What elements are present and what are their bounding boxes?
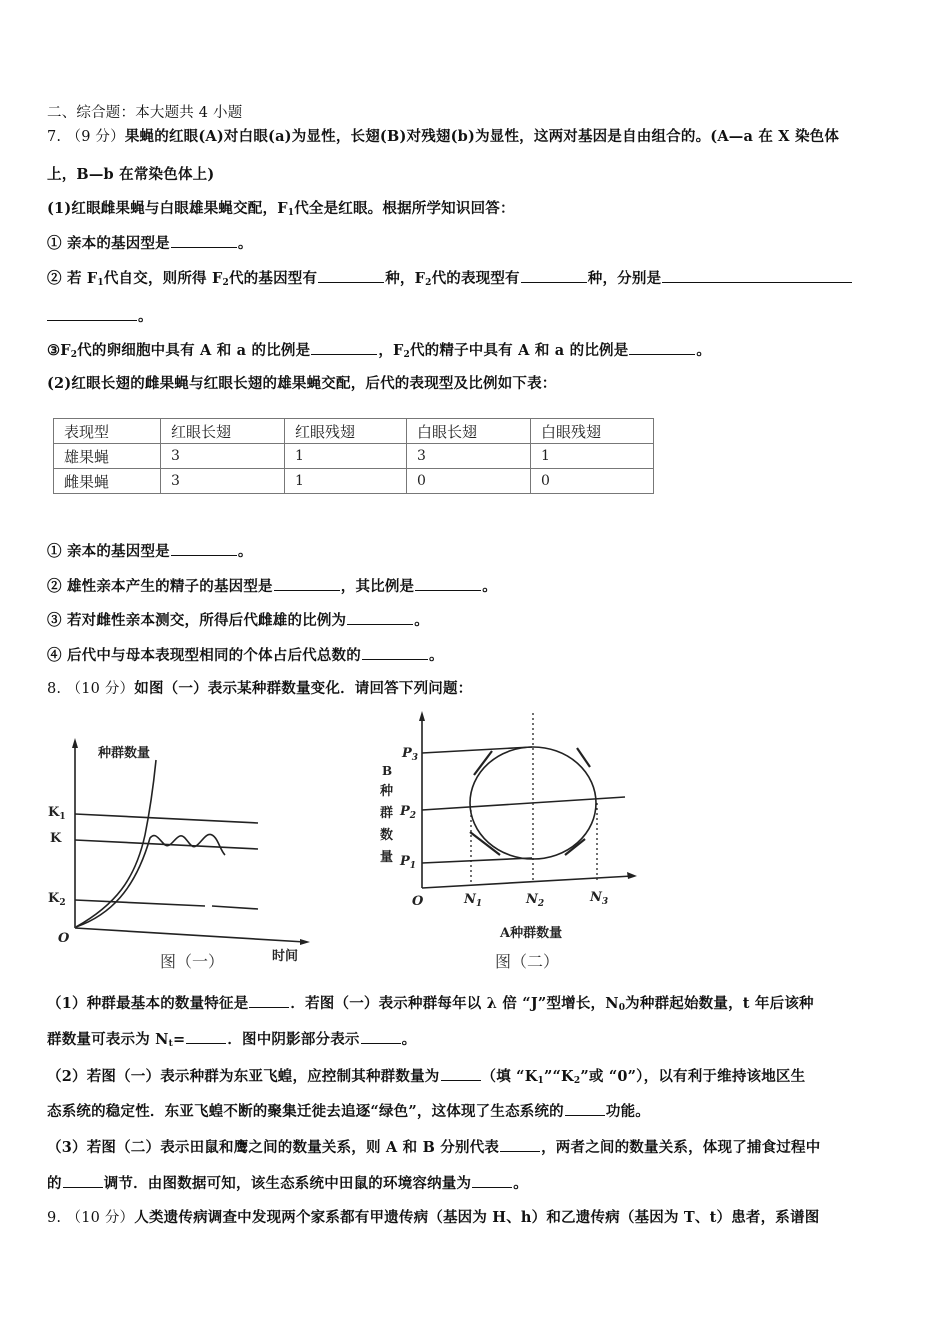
table-header-cell: 红眼长翅 <box>161 419 285 444</box>
q7-number: 7. <box>47 129 62 145</box>
q8-sub2-d: ”或 “0”），以有利于维持该地区生 <box>580 1068 806 1085</box>
q7-part1-q1-text: ① 亲本的基因型是 <box>47 235 170 252</box>
tick-n3: $N_3$ <box>590 890 609 907</box>
q7-part2-q2 <box>47 576 497 597</box>
section-title-text: 二、综合题：本大题共 4 小题 <box>47 105 243 121</box>
origin-label: O <box>58 931 70 946</box>
q8-stem-text: 如图（一）表示某种群数量变化．请回答下列问题： <box>134 680 473 697</box>
table-header-cell: 白眼长翅 <box>407 419 531 444</box>
q7-stem-text1: 果蝇的红眼(A)对白眼(a)为显性，长翅(B)对残翅(b)为显性，这两对基因是自由组合的。(A—a 在 X 染色体 <box>124 128 840 145</box>
q7-part1-q3-b: 代的卵细胞中具有 A 和 a 的比例是 <box>77 342 311 359</box>
punct: 。 <box>138 308 153 325</box>
table-cell: 雌果蝇 <box>54 469 161 494</box>
answer-blank[interactable] <box>171 233 237 248</box>
q8-sub2-line2 <box>47 1101 650 1122</box>
q8-sub2-a: （2）若图（一）表示种群为东亚飞蝗，应控制其种群数量为 <box>47 1068 440 1085</box>
subscript: 1 <box>287 208 295 218</box>
q8-sub1-c: 为种群起始数量，t 年后该种 <box>625 995 814 1012</box>
punct: 。 <box>401 1031 417 1048</box>
subscript: 2 <box>70 350 78 360</box>
subscript: 1 <box>97 278 104 288</box>
punct: 。 <box>513 1175 528 1192</box>
answer-blank[interactable] <box>565 1101 605 1116</box>
q7-part1-intro <box>47 199 515 223</box>
table-header-cell: 白眼残翅 <box>531 419 654 444</box>
q7-score: （9 分） <box>66 129 125 145</box>
tick-n2: $N_2$ <box>526 892 545 909</box>
tick-p3: $P_3$ <box>402 746 419 763</box>
q7-part2-intro <box>47 374 557 394</box>
answer-blank[interactable] <box>362 645 428 660</box>
subscript: 2 <box>403 350 410 360</box>
x-axis-label: A种群数量 <box>500 926 563 941</box>
q7-part1-intro-b: 代全是红眼。根据所学知识回答： <box>294 200 515 217</box>
figure-2-caption: 图（二） <box>495 952 560 971</box>
y-axis-label-char: 种 <box>380 784 394 799</box>
answer-blank[interactable] <box>361 1029 401 1044</box>
table-cell: 3 <box>407 444 531 469</box>
q7-part1-intro-a: (1)红眼雌果蝇与白眼雄果蝇交配，F <box>47 200 288 217</box>
figure-2-predator-prey-cycle <box>360 705 650 950</box>
table-cell: 0 <box>531 469 654 494</box>
punct: 。 <box>237 543 253 560</box>
q7-part1-q2-f: 种，分别是 <box>587 270 662 287</box>
subscript: 1 <box>537 1076 544 1086</box>
answer-blank[interactable] <box>47 306 137 321</box>
table-row <box>54 444 654 469</box>
q8-sub2-b: （填 “K <box>481 1068 538 1085</box>
answer-blank[interactable] <box>274 576 340 591</box>
level-label-k2: $K_2$ <box>48 891 66 908</box>
subscript: 2 <box>425 278 432 288</box>
q8-sub3-c: 的 <box>47 1175 62 1192</box>
q7-part1-q2-e: 代的表现型有 <box>431 270 520 287</box>
figure-1-caption: 图（一） <box>160 952 225 971</box>
q7-part1-q3-a: ③F <box>47 342 71 359</box>
tick-n1: $N_1$ <box>464 892 483 909</box>
q7-part1-q1 <box>47 233 253 254</box>
q7-part2-q3-text: ③ 若对雌性亲本测交，所得后代雌雄的比例为 <box>47 612 347 629</box>
q8-sub2-c: ”“K <box>543 1068 574 1085</box>
q8-sub1-b: ．若图（一）表示种群每年以 λ 倍 “J”型增长，N <box>290 995 619 1012</box>
q7-part1-q2 <box>47 268 853 293</box>
q9-score: （10 分） <box>66 1210 135 1226</box>
q7-part2-q2-mid: ，其比例是 <box>340 578 415 595</box>
q9-number: 9. <box>47 1210 62 1226</box>
answer-blank[interactable] <box>662 268 852 283</box>
answer-blank[interactable] <box>318 268 384 283</box>
answer-blank[interactable] <box>311 340 377 355</box>
q8-score: （10 分） <box>66 681 135 697</box>
table-header-cell: 红眼残翅 <box>285 419 407 444</box>
answer-blank[interactable] <box>629 340 695 355</box>
subscript: 2 <box>222 278 229 288</box>
q7-part2-q2-text: ② 雄性亲本产生的精子的基因型是 <box>47 578 273 595</box>
q8-sub2-end: 功能。 <box>605 1103 650 1120</box>
y-axis-label-b: B <box>382 764 393 778</box>
q7-part2-q4-text: ④ 后代中与母本表现型相同的个体占后代总数的 <box>47 647 361 664</box>
q8-sub3-line1 <box>47 1137 820 1158</box>
section-title <box>47 103 242 123</box>
punct: 。 <box>482 578 497 595</box>
phenotype-table <box>53 418 654 494</box>
table-cell: 3 <box>161 469 285 494</box>
q7-part1-q2-d: 种，F <box>385 270 426 287</box>
punct: 。 <box>237 235 253 252</box>
level-label-k1: $K_1$ <box>48 805 66 822</box>
q8-sub1-d: 群数量可表示为 N <box>47 1031 169 1048</box>
y-axis-label: 种群数量 <box>98 746 151 761</box>
q9-stem-text: 人类遗传病调查中发现两个家系都有甲遗传病（基因为 H、h）和乙遗传病（基因为 T、t）患者，系谱图 <box>134 1209 820 1226</box>
table-cell: 0 <box>407 469 531 494</box>
q7-part2-q1 <box>47 541 253 562</box>
x-axis-label: 时间 <box>272 949 299 964</box>
subscript: t <box>168 1039 173 1049</box>
q7-part1-q2-a: ② 若 F <box>47 270 98 287</box>
answer-blank[interactable] <box>472 1173 512 1188</box>
table-cell: 1 <box>285 469 407 494</box>
punct: 。 <box>696 342 712 359</box>
q8-sub2-line1 <box>47 1066 805 1091</box>
table-cell: 3 <box>161 444 285 469</box>
figure-1-population-curve <box>40 720 340 980</box>
q9-stem <box>47 1208 819 1228</box>
table-row <box>54 469 654 494</box>
y-axis-label-char: 群 <box>380 806 394 821</box>
q7-part1-q3-c: ，F <box>378 342 404 359</box>
q8-sub1-f: ．图中阴影部分表示 <box>227 1031 360 1048</box>
q8-sub2-e: 态系统的稳定性．东亚飞蝗不断的聚集迁徙去追逐“绿色”，这体现了生态系统的 <box>47 1103 564 1120</box>
q7-part2-intro-text: (2)红眼长翅的雌果蝇与红眼长翅的雄果蝇交配，后代的表现型及比例如下表： <box>47 375 557 392</box>
tick-p2: $P_2$ <box>400 804 417 821</box>
q8-sub1-a: （1）种群最基本的数量特征是 <box>47 995 249 1012</box>
q8-sub1-line1 <box>47 993 814 1018</box>
level-label-k: K <box>50 831 62 846</box>
y-axis-label-char: 数 <box>380 828 394 843</box>
answer-blank[interactable] <box>347 610 413 625</box>
table-cell: 雄果蝇 <box>54 444 161 469</box>
table-header-row <box>54 419 654 444</box>
answer-blank[interactable] <box>500 1137 540 1152</box>
answer-blank[interactable] <box>171 541 237 556</box>
q8-sub1-e: = <box>172 1031 186 1048</box>
table-cell: 1 <box>285 444 407 469</box>
q7-part1-q2-c: 代的基因型有 <box>228 270 318 287</box>
table-header-cell: 表现型 <box>54 419 161 444</box>
q7-part1-q2-b: 代自交，则所得 F <box>103 270 223 287</box>
answer-blank[interactable] <box>249 993 289 1008</box>
punct: 。 <box>414 612 429 629</box>
q8-sub3-line2 <box>47 1173 528 1194</box>
q8-sub3-b: ，两者之间的数量关系，体现了捕食过程中 <box>541 1139 821 1156</box>
q7-part2-q1-text: ① 亲本的基因型是 <box>47 543 170 560</box>
q7-part1-q3-d: 代的精子中具有 A 和 a 的比例是 <box>409 342 629 359</box>
answer-blank[interactable] <box>63 1173 103 1188</box>
subscript: 0 <box>618 1003 626 1013</box>
q7-part2-q3 <box>47 610 429 631</box>
q7-stem-line2 <box>47 165 214 185</box>
punct: 。 <box>428 647 444 664</box>
answer-blank[interactable] <box>186 1029 226 1044</box>
q7-part1-q2-cont <box>47 306 153 327</box>
q7-stem-line1 <box>47 127 839 147</box>
tick-p1: $P_1$ <box>400 854 417 871</box>
q7-part1-q3 <box>47 340 711 365</box>
subscript: 2 <box>573 1076 581 1086</box>
answer-blank[interactable] <box>441 1066 481 1081</box>
q8-sub3-d: 调节．由图数据可知，该生态系统中田鼠的环境容纳量为 <box>103 1175 472 1192</box>
q8-stem <box>47 679 472 699</box>
y-axis-label-char: 量 <box>380 850 394 865</box>
q7-part2-q4 <box>47 645 444 666</box>
answer-blank[interactable] <box>415 576 481 591</box>
q8-number: 8. <box>47 681 62 697</box>
q8-sub1-line2 <box>47 1029 416 1054</box>
table-cell: 1 <box>531 444 654 469</box>
origin-label: O <box>412 894 424 909</box>
answer-blank[interactable] <box>521 268 587 283</box>
q8-sub3-a: （3）若图（二）表示田鼠和鹰之间的数量关系，则 A 和 B 分别代表 <box>47 1139 500 1156</box>
q7-stem-text2: 上，B—b 在常染色体上) <box>47 166 215 183</box>
